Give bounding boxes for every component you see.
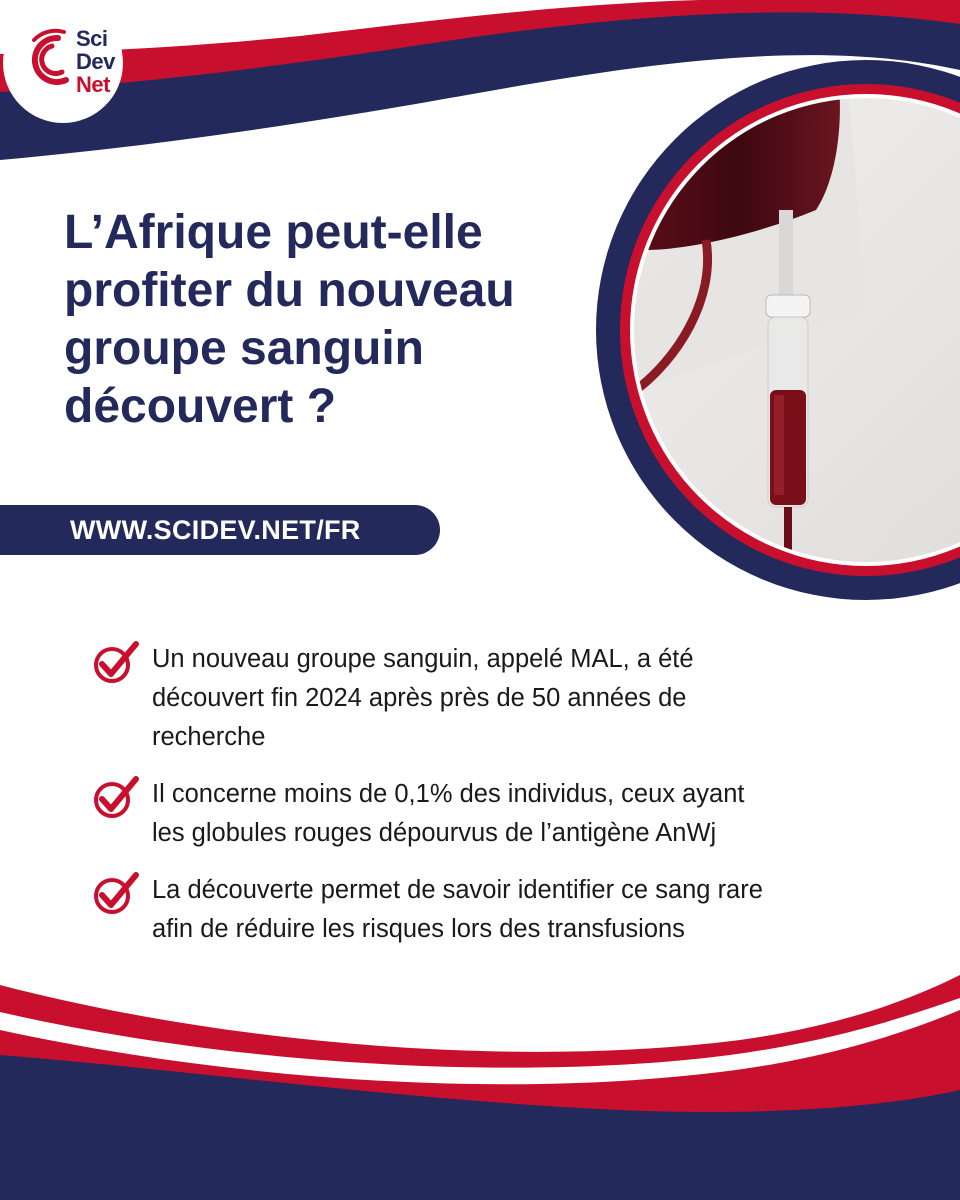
check-icon [92, 871, 140, 917]
headline-line-3: groupe sanguin [64, 322, 424, 375]
check-icon [92, 775, 140, 821]
scidevnet-logo [0, 0, 130, 130]
list-item [92, 871, 782, 949]
key-points-list [92, 640, 782, 967]
headline-line-1: L’Afrique peut-elle [64, 206, 483, 259]
list-item [92, 775, 782, 853]
bullet-text: Il concerne moins de 0,1% des individus, ceux ayant les globules rouges dépourvus de l’antigène AnWj [152, 780, 745, 847]
logo-word-net: Net [76, 72, 110, 97]
bullet-text: La découverte permet de savoir identifier ce sang rare afin de réduire les risques lors des transfusions [152, 876, 763, 943]
list-item [92, 640, 782, 757]
headline-line-2: profiter du nouveau [64, 264, 515, 317]
headline-line-4: découvert ? [64, 380, 337, 433]
logo-word-dev: Dev [76, 49, 115, 74]
website-url[interactable]: WWW.SCIDEV.NET/FR [70, 515, 361, 545]
website-url-banner[interactable] [0, 505, 440, 555]
logo-word-sci: Sci [76, 26, 108, 51]
logo-wordmark [76, 27, 136, 96]
headline [64, 204, 564, 436]
bullet-text: Un nouveau groupe sanguin, appelé MAL, a été découvert fin 2024 après près de 50 années de recherche [152, 645, 694, 751]
blood-bag-photo [596, 60, 960, 600]
check-icon [92, 640, 140, 686]
